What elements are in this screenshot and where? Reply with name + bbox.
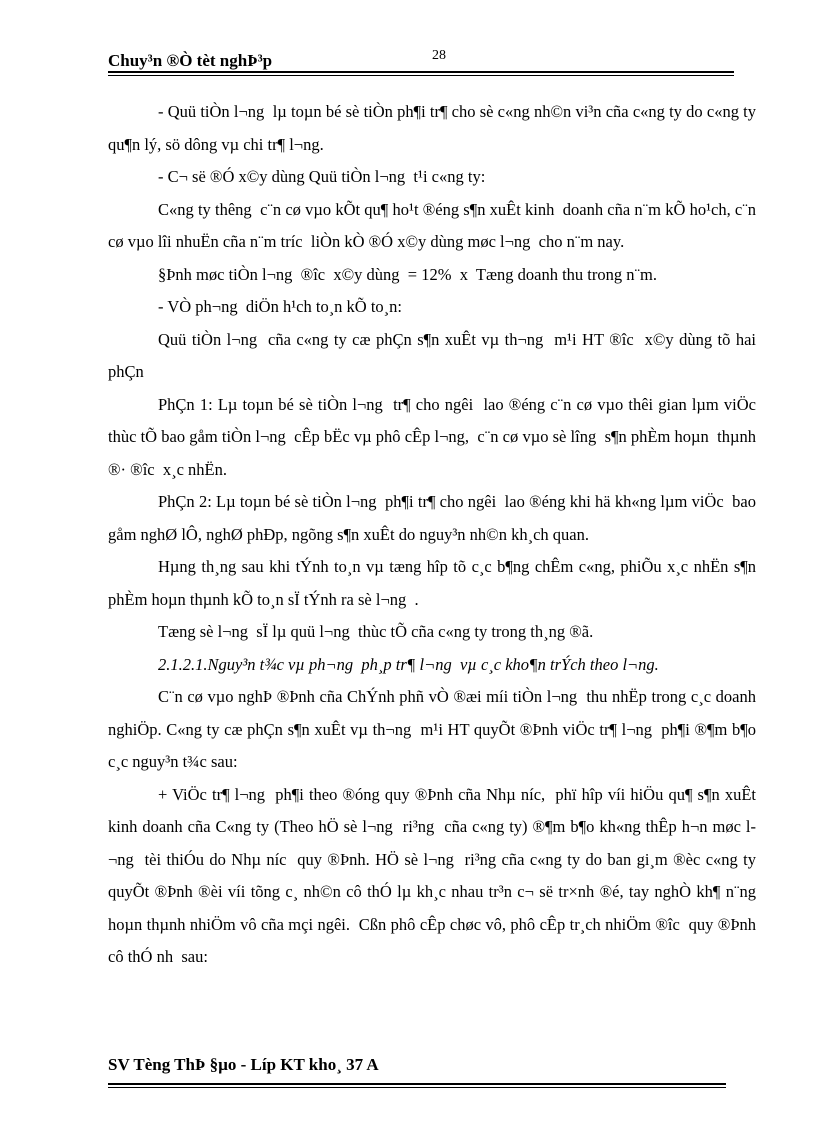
paragraph: - Quü tiÒn l¬ng lµ toµn bé sè tiÒn ph¶i tr¶ cho sè c«ng nh©n vi³n cña c«ng ty do c«ng ty qu¶n lý, sö dông vµ chi tr¶ l¬ng. <box>108 102 761 154</box>
paragraph: C¨n cø vµo nghÞ ®Þnh cña ChÝnh phñ vÒ ®æi míi tiÒn l¬ng thu nhËp trong c¸c doanh nghiÖp. C«ng ty cæ phÇn s¶n xuÊt vµ th¬ng m¹i HT quyÕt ®Þnh viÖc tr¶ l¬ng ph¶i ®¶m b¶o c¸c nguy³n t¾c sau: <box>108 687 761 771</box>
header-rule-thin <box>108 75 734 76</box>
footer-rule-thin <box>108 1087 726 1088</box>
formula-paragraph: §Þnh møc tiÒn l¬ng ®îc x©y dùng = 12% x Tæng doanh thu trong n¨m. <box>158 264 657 284</box>
paragraph: C«ng ty thêng c¨n cø vµo kÕt qu¶ ho¹t ®éng s¶n xuÊt kinh doanh cña n¨m kÕ ho¹ch, c¨n cø vµo lîi nhuËn cña n¨m tríc liÒn kÒ ®Ó x©y dùng møc l¬ng cho n¨m nay. <box>108 199 761 251</box>
paragraph: PhÇn 1: Lµ toµn bé sè tiÒn l¬ng tr¶ cho ngêi lao ®éng c¨n cø vµo thêi gian lµm viÖc thùc tÕ bao gåm tiÒn l¬ng cÊp bËc vµ phô cÊp l¬ng, c¨n cø vµo sè lîng s¶n phÈm hoµn thµnh ®· ®îc x¸c nhËn. <box>108 394 761 479</box>
paragraph: Tæng sè l¬ng sÏ lµ quü l¬ng thùc tÕ cña c«ng ty trong th¸ng ®ã. <box>158 622 594 641</box>
paragraph: - VÒ ph¬ng diÖn h¹ch to¸n kÕ to¸n: <box>158 297 403 316</box>
paragraph: PhÇn 2: Lµ toµn bé sè tiÒn l¬ng ph¶i tr¶ cho ngêi lao ®éng khi hä kh«ng lµm viÖc bao gåm nghØ lÔ, nghØ phÐp, ngõng s¶n xuÊt do nguy³n nh©n kh¸ch quan. <box>108 492 761 544</box>
paragraph: Quü tiÒn l¬ng cña c«ng ty cæ phÇn s¶n xuÊt vµ th¬ng m¹i HT ®îc x©y dùng tõ hai phÇn <box>108 329 761 381</box>
header-rule <box>108 71 734 73</box>
footer-rule <box>108 1083 726 1085</box>
paragraph: Hµng th¸ng sau khi tÝnh to¸n vµ tæng hîp tõ c¸c b¶ng chÊm c«ng, phiÕu x¸c nhËn s¶n phÈm hoµn thµnh kÕ to¸n sÏ tÝnh ra sè l¬ng . <box>108 557 761 609</box>
header-title: Chuy³n ®Ò tèt nghÞ³p <box>108 51 273 70</box>
footer-text: SV Tèng ThÞ §µo - Líp KT kho¸ 37 A <box>108 1055 379 1074</box>
paragraph: - C¬ së ®Ó x©y dùng Quü tiÒn l¬ng t¹i c«ng ty: <box>158 167 486 186</box>
paragraph: + ViÖc tr¶ l¬ng ph¶i theo ®óng quy ®Þnh cña Nhµ níc, phï hîp víi hiÖu qu¶ s¶n xuÊt kinh doanh cña C«ng ty (Theo hÖ sè l¬ng ri³ng cña c«ng ty) ®¶m b¶o kh«ng thÊp h¬n møc l¬ng tèi thiÓu do Nhµ níc quy ®Þnh. HÖ sè l¬ng ri³ng cña c«ng ty do ban gi¸m ®èc c«ng ty quyÕt ®Þnh ®èi víi tõng c¸ nh©n cô thÓ lµ kh¸c nhau tr³n c¬ së tr×nh ®é, tay nghÒ kh¶ n¨ng hoµn thµnh nhiÖm vô cña mçi ngêi. Cßn phô cÊp chøc vô, phô cÊp tr¸ch nhiÖm ®îc quy ®Þnh cô thÓ nh sau: <box>108 784 761 966</box>
section-heading: 2.1.2.1.Nguy³n t¾c vµ ph¬ng ph¸p tr¶ l¬ng vµ c¸c kho¶n trÝch theo l¬ng. <box>158 654 659 674</box>
page-footer <box>108 1055 734 1075</box>
document-body <box>108 96 761 974</box>
page-number: 28 <box>432 48 446 63</box>
